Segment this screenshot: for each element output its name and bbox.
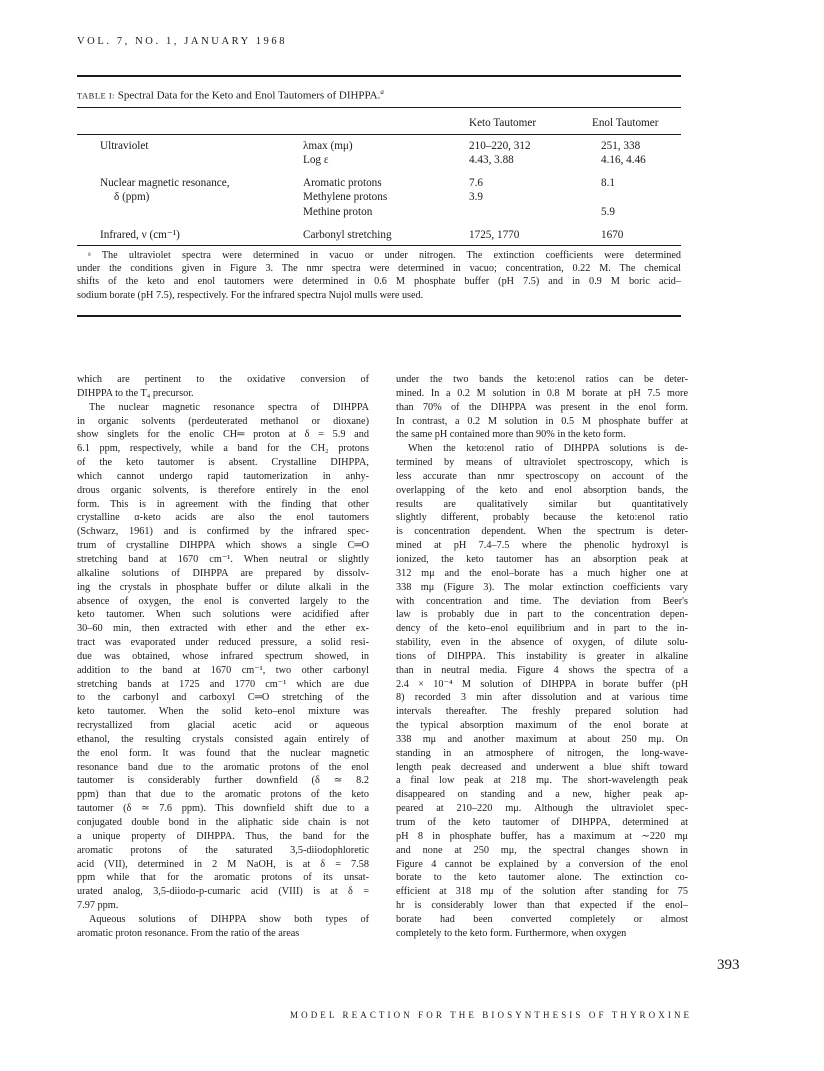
footnote-line: ᵃ The ultraviolet spectra were determined in vacuo or under nitrogen. The extinction coefficients were determined <box>88 250 681 261</box>
text-line: keto tautomer. When the solid keto–enol mixture was <box>77 706 369 718</box>
text-line: keto tautomer. When such solutions were acidified after <box>77 609 369 621</box>
text-line: ing the crystals in phosphate buffer or dilute alkali in the <box>77 581 369 593</box>
text-line: a final low peak at 218 mμ. The short-wavelength peak <box>396 775 688 787</box>
table-top-rule <box>77 75 681 77</box>
text-line: DIHPPA to the T₄ precursor. <box>77 387 194 399</box>
table-caption-text: Spectral Data for the Keto and Enol Tautomers of DIHPPA. <box>117 89 381 102</box>
text-line: aromatic protons of the saturated 3,5-diiodophloretic <box>77 844 369 856</box>
text-line: tautomer is considerably further downfield (δ ≃ 8.2 <box>77 775 369 787</box>
row-keto-value: 3.9 <box>469 191 483 203</box>
text-line: alkaline solutions of DIHPPA are prepared by dissolv- <box>77 567 369 579</box>
footnote-line: sodium borate (pH 7.5), respectively. For the infrared spectra Nujol mulls were used. <box>77 289 424 301</box>
text-line: termined by means of ultraviolet spectroscopy, which is <box>396 457 688 469</box>
text-line: with concentration and time. The deviation from Beer's <box>396 595 688 607</box>
text-line: ppm) than that due to the aromatic protons of the keto <box>77 789 369 801</box>
text-line: tautomer (δ ≃ 7.6 ppm). This downfield shift due to a <box>77 803 369 815</box>
row-property: Log ε <box>303 154 329 166</box>
table-header-rule <box>77 134 681 135</box>
row-property: λmax (mμ) <box>303 140 353 152</box>
text-line: When the keto:enol ratio of DIHPPA solutions is de- <box>408 443 688 455</box>
text-line: which cannot undergo rapid tautomerization in anhy- <box>77 470 369 482</box>
row-category: Ultraviolet <box>100 140 149 152</box>
text-line: aromatic proton resonance. From the ratio of the areas <box>77 927 300 939</box>
text-line: drous organic solvents, is therefore entirely in the enol <box>77 484 369 496</box>
text-line: 8) recorded 3 min after dissolution and at various time <box>396 692 688 704</box>
text-line: 30–60 min, then extracted with ether and the ether ex- <box>77 623 369 635</box>
text-line: 338 mμ (Figure 3). The molar extinction coefficients vary <box>396 581 688 593</box>
text-line: stretching band at 1670 cm⁻¹. When neutral or slightly <box>77 553 369 565</box>
text-line: hr is considerably lower than that expected if the enol– <box>396 900 688 912</box>
text-line: In contrast, a 0.2 M solution in 0.5 M phosphate buffer at <box>396 415 688 427</box>
table-caption-rule <box>77 107 681 108</box>
text-line: under the two bands the keto:enol ratios can be deter- <box>396 374 688 385</box>
text-line: slightly different, probably because the keto:enol ratio <box>396 512 688 524</box>
text-line: stretching bands at 1725 and 1770 cm⁻¹ which are due <box>77 678 369 690</box>
text-line: tract was evaporated under reduced pressure, a solid resi- <box>77 637 369 649</box>
text-line: length peak decreased and underwent a blue shift toward <box>396 761 688 773</box>
body-column-left <box>77 373 369 941</box>
text-line: 2.4 × 10⁻⁴ M solution of DIHPPA in borate buffer (pH <box>396 678 688 690</box>
text-line: absence of oxygen, the enol is converted largely to the <box>77 595 369 607</box>
text-line: a unique property of DIHPPA. Thus, the band for the <box>77 830 369 842</box>
text-line: peared at 210–220 mμ. Although the ultraviolet spec- <box>396 803 688 815</box>
text-line: dency of the keto–enol equilibrium and in part to the in- <box>396 623 688 635</box>
text-line: 312 mμ and the enol–borate has a much higher one at <box>396 567 688 579</box>
col-header-keto: Keto Tautomer <box>469 117 537 129</box>
row-keto-value: 7.6 <box>469 177 483 189</box>
text-line: the typical absorption maximum of the enol borate at <box>396 720 688 732</box>
text-line: completely to the keto form. Furthermore, when oxygen <box>396 927 627 939</box>
text-line: trum of crystalline DIHPPA which shows a single C═O <box>77 540 369 552</box>
text-line: efficient at 318 mμ of the solution after standing for 75 <box>396 886 688 898</box>
col-header-enol: Enol Tautomer <box>592 117 659 129</box>
text-line: pH 8 in phosphate buffer, has a maximum at ∼220 mμ <box>396 830 688 842</box>
text-line: acid (VII), determined in 2 M NaOH, is at δ = 7.58 <box>77 858 369 870</box>
running-head: VOL. 7, NO. 1, JANUARY 1968 <box>77 36 288 47</box>
text-line: standing in an atmosphere of nitrogen, the long-wave- <box>396 747 688 759</box>
text-line: trum of the keto tautomer of DIHPPA, determined at <box>396 817 688 828</box>
text-line: crystalline α-keto acids are also the enol tautomers <box>77 512 369 524</box>
row-property: Carbonyl stretching <box>303 229 392 241</box>
text-line: ppm while that for the aromatic protons of its unsat- <box>77 872 369 884</box>
row-keto-value: 4.43, 3.88 <box>469 154 514 166</box>
text-line: 338 mμ and another maximum at about 250 mμ. On <box>396 733 688 745</box>
text-line: borate to the keto tautomer alone. The extinction co- <box>396 872 688 884</box>
text-line: overlapping of the keto and enol absorption bands, the <box>396 484 688 496</box>
text-line: 6.1 ppm, respectively, while a band for the CH₂ protons <box>77 443 369 455</box>
caption-footnote-mark: a <box>380 88 384 96</box>
text-line: Figure 4 cannot be explained by a conversion of the enol <box>396 858 688 870</box>
text-line: ethanol, the resulting crystals consisted again entirely of <box>77 733 369 745</box>
text-line: which are pertinent to the oxidative conversion of <box>77 374 369 385</box>
row-enol-value: 5.9 <box>601 206 615 218</box>
text-line: law is probably due in part to the concentration depen- <box>396 609 688 621</box>
text-line: (Schwarz, 1961) and is confirmed by the infrared spec- <box>77 526 369 538</box>
text-line: urated analog, 3,5-diiodo-p-cumaric acid (VIII) is at δ = <box>77 886 369 898</box>
text-line: The nuclear magnetic resonance spectra of DIHPPA <box>89 401 369 413</box>
text-line: to the carbonyl and carboxyl C═O stretching of the <box>77 692 369 704</box>
text-line: less accurate than nmr spectroscopy on account of the <box>396 470 688 482</box>
text-line: the enol form. It was found that the nuclear magnetic <box>77 747 369 759</box>
row-enol-value: 1670 <box>601 229 624 241</box>
text-line: than 70% of the DIHPPA was present in the enol form. <box>396 401 688 413</box>
text-line: mined. In a 0.2 M solution in 0.8 M borate at pH 7.5 more <box>396 387 688 399</box>
row-keto-value: 210–220, 312 <box>469 140 531 152</box>
row-enol-value: 4.16, 4.46 <box>601 154 646 166</box>
text-line: results are qualitatively similar but quantitatively <box>396 498 688 510</box>
footnote-line: under the conditions given in Figure 3. The nmr spectra were determined in vacuo; concentration, 0.22 M. The chemical <box>77 263 681 275</box>
text-line: due was obtained, whose infrared spectrum showed, in <box>77 650 369 662</box>
footer-title: MODEL REACTION FOR THE BIOSYNTHESIS OF THYROXINE <box>290 1010 693 1020</box>
row-category: δ (ppm) <box>114 191 150 203</box>
row-property: Methine proton <box>303 206 373 218</box>
text-line: resonance band due to the aromatic protons of the enol <box>77 761 369 773</box>
text-line: conjugated double bond in the aliphatic side chain is not <box>77 817 369 828</box>
row-enol-value: 8.1 <box>601 177 615 189</box>
text-line: addition to the band at 1670 cm⁻¹, two other carbonyl <box>77 664 369 676</box>
text-line: 7.97 ppm. <box>77 900 119 912</box>
text-line: and none at 250 mμ, the spectral changes shown in <box>396 844 688 856</box>
text-line: mined at pH 7.4–7.5 where the phenolic hydroxyl is <box>396 540 688 552</box>
page-number: 393 <box>717 957 740 973</box>
row-keto-value: 1725, 1770 <box>469 229 520 241</box>
text-line: show singlets for the enolic CH═ proton at δ = 5.9 and <box>77 429 369 441</box>
body-column-right <box>396 373 688 941</box>
row-property: Methylene protons <box>303 191 388 203</box>
text-line: Aqueous solutions of DIHPPA show both types of <box>89 913 369 925</box>
text-line: form. This is in agreement with the finding that other <box>77 498 369 510</box>
text-line: the same pH contained more than 90% in the keto form. <box>396 429 626 441</box>
text-line: borate had been converted completely or almost <box>396 913 688 925</box>
text-line: is concentration dependent. When the spectrum is deter- <box>396 526 688 538</box>
table-footnote <box>77 249 681 302</box>
row-enol-value: 251, 338 <box>601 140 641 152</box>
row-category: Nuclear magnetic resonance, <box>100 177 230 189</box>
text-line: in organic solvents (perdeuterated methanol or dioxane) <box>77 415 369 427</box>
table-end-rule <box>77 315 681 317</box>
text-line: recrystallized from glacial acetic acid or aqueous <box>77 720 369 732</box>
text-line: than in neutral media. Figure 4 shows the spectra of a <box>396 664 688 676</box>
row-category: Infrared, ν (cm⁻¹) <box>100 229 180 241</box>
row-property: Aromatic protons <box>303 177 382 189</box>
text-line: intervals thereafter. The freshly prepared solution had <box>396 706 688 718</box>
table-label: TABLE I: <box>77 90 116 101</box>
table-caption <box>77 88 384 102</box>
footnote-line: shifts of the keto and enol tautomers were determined in 0.6 M phosphate buffer (pH 7.5) and in 0.9 M boric acid– <box>77 276 681 288</box>
table-bottom-rule <box>77 245 681 246</box>
text-line: tions of DIHPPA. This instability is greater in alkaline <box>396 650 688 662</box>
text-line: of the keto tautomer is absent. Crystalline DIHPPA, <box>77 457 369 469</box>
text-line: ionized, the keto tautomer has an absorption peak at <box>396 553 688 565</box>
text-line: stability, even in the absence of oxygen, of dilute solu- <box>396 637 688 649</box>
text-line: disappeared on standing and a new, higher peak ap- <box>396 789 688 801</box>
